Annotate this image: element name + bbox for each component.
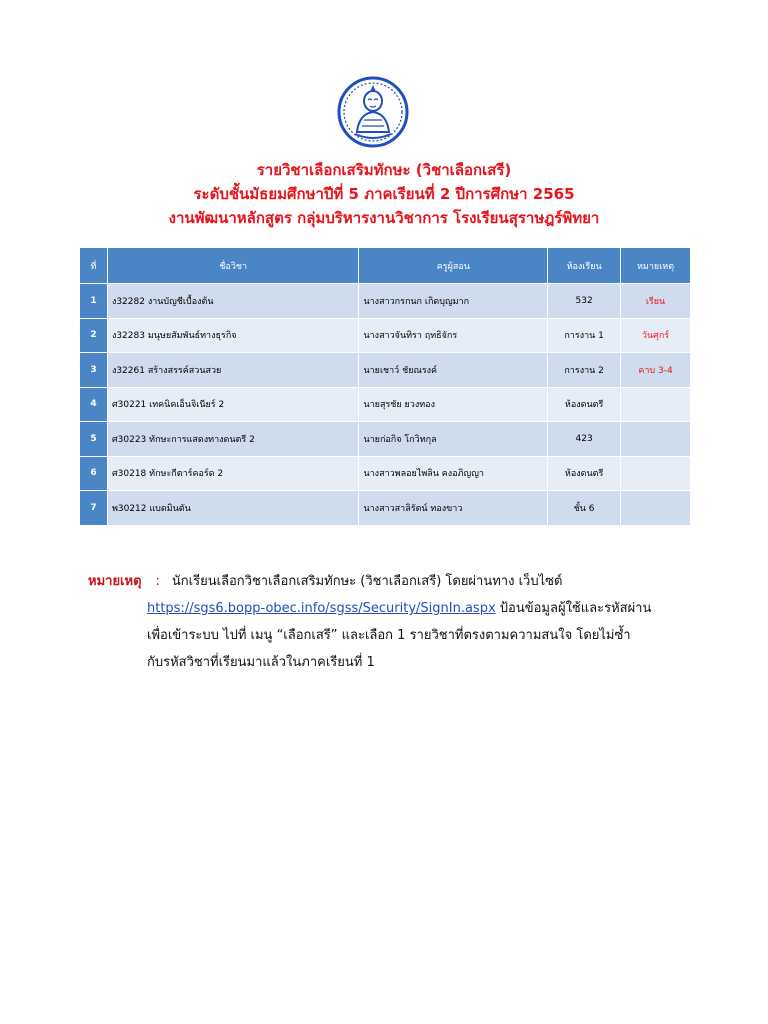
table-row (80, 422, 691, 457)
column-header-note: หมายเหตุ (621, 248, 691, 284)
teacher-name: นางสาวกรกนก เกิดบุญมาก (359, 284, 548, 319)
table-row (80, 491, 691, 526)
room: 532 (548, 284, 621, 319)
document-title: รายวิชาเลือกเสริมทักษะ (วิชาเลือกเสรี) (256, 161, 512, 179)
remark-text-line3: เพื่อเข้าระบบ ไปที่ เมนู “เลือกเสรี” และเลือก 1 รายวิชาที่ตรงตามความสนใจ โดยไม่ซ้ำ (147, 628, 631, 643)
note (621, 387, 691, 422)
row-number: 7 (80, 491, 108, 526)
room: ห้องดนตรี (548, 456, 621, 491)
note: วันศุกร์ (621, 318, 691, 353)
teacher-name: นายก่อกิจ โกวิทกุล (359, 422, 548, 457)
note: คาบ 3-4 (621, 353, 691, 388)
note (621, 491, 691, 526)
course-name: ง32261 สร้างสรรค์สวนสวย (107, 353, 359, 388)
table-row (80, 387, 691, 422)
document-title-block (0, 158, 768, 230)
note: เรียน (621, 284, 691, 319)
remark-colon: : (155, 574, 160, 589)
room: การงาน 1 (548, 318, 621, 353)
column-header-teacher: ครูผู้สอน (359, 248, 548, 284)
table-header-row (80, 248, 691, 284)
row-number: 6 (80, 456, 108, 491)
remark-text: นักเรียนเลือกวิชาเลือกเสริมทักษะ (วิชาเลือกเสรี) โดยผ่านทาง เว็บไซต์ (171, 574, 563, 589)
remark-text-line4: กับรหัสวิชาที่เรียนมาแล้วในภาคเรียนที่ 1 (147, 655, 375, 670)
column-header-room: ห้องเรียน (548, 248, 621, 284)
room: ห้องดนตรี (548, 387, 621, 422)
document-subtitle-level: ระดับชั้นมัธยมศึกษาปีที่ 5 ภาคเรียนที่ 2 ปีการศึกษา 2565 (193, 185, 575, 203)
teacher-name: นายเชาว์ ชัยณรงค์ (359, 353, 548, 388)
row-number: 2 (80, 318, 108, 353)
course-table (79, 247, 691, 526)
course-name: ศ30221 เทคนิคเอ็นจิเนียร์ 2 (107, 387, 359, 422)
table-row (80, 318, 691, 353)
course-name: ศ30223 ทักษะการแสดงทางดนตรี 2 (107, 422, 359, 457)
room: ชั้น 6 (548, 491, 621, 526)
column-header-course: ชื่อวิชา (107, 248, 359, 284)
teacher-name: นางสาวจันทิรา ฤทธิจักร (359, 318, 548, 353)
remark-text-continued: ป้อนข้อมูลผู้ใช้และรหัสผ่าน (495, 601, 652, 616)
table-row (80, 353, 691, 388)
teacher-name: นางสาวพลอยไพลิน คงอภิญญา (359, 456, 548, 491)
teacher-name: นายสุรชัย ยวงทอง (359, 387, 548, 422)
room: การงาน 2 (548, 353, 621, 388)
remark-label: หมายเหตุ (88, 574, 142, 589)
course-name: ง32283 มนุษยสัมพันธ์ทางธุรกิจ (107, 318, 359, 353)
course-name: ง32282 งานบัญชีเบื้องต้น (107, 284, 359, 319)
row-number: 4 (80, 387, 108, 422)
table-row (80, 284, 691, 319)
document-subtitle-department: งานพัฒนาหลักสูตร กลุ่มบริหารงานวิชาการ โรงเรียนสุราษฎร์พิทยา (168, 209, 600, 227)
note (621, 456, 691, 491)
row-number: 5 (80, 422, 108, 457)
course-name: ศ30218 ทักษะกีตาร์คอร์ด 2 (107, 456, 359, 491)
room: 423 (548, 422, 621, 457)
teacher-name: นางสาวสาลิรัตน์ ทองขาว (359, 491, 548, 526)
course-name: พ30212 แบดมินตัน (107, 491, 359, 526)
school-seal-logo (337, 76, 409, 148)
note (621, 422, 691, 457)
signin-link[interactable]: https://sgs6.bopp-obec.info/sgss/Security/SignIn.aspx (147, 601, 496, 616)
table-row (80, 456, 691, 491)
remark-block (88, 568, 708, 676)
row-number: 1 (80, 284, 108, 319)
column-header-number: ที่ (80, 248, 108, 284)
row-number: 3 (80, 353, 108, 388)
